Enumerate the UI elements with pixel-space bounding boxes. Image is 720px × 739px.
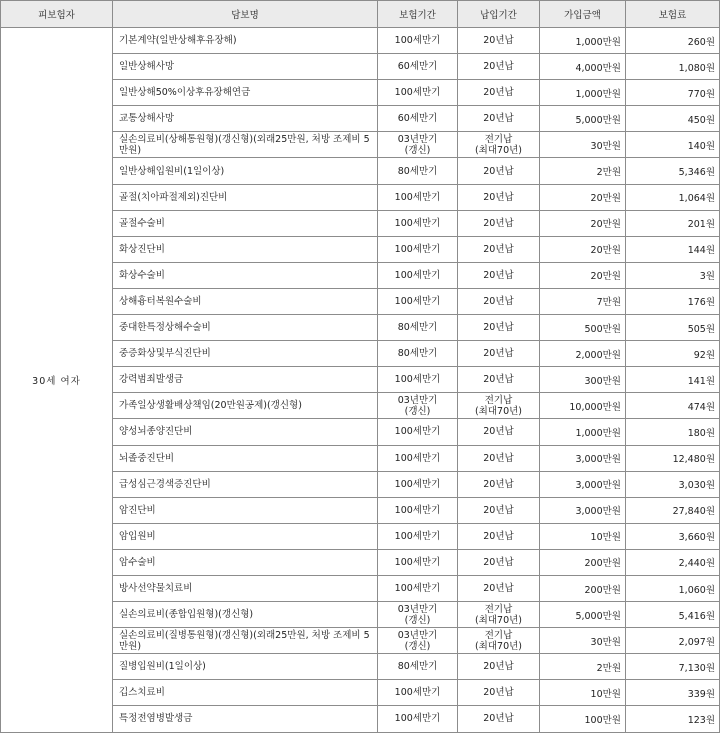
payment-cell [458,575,540,601]
amount-cell: 30만원 [540,628,626,654]
payment-value: 20년납 [483,61,514,73]
payment-value: 20년납 [483,556,514,568]
coverage-cell [113,497,378,523]
payment-cell [458,54,540,80]
table-row [1,28,720,54]
payment-value: 20년납 [483,322,514,334]
coverage-name: 화상수술비 [119,269,165,281]
payment-cell [458,549,540,575]
amount-cell: 7만원 [540,288,626,314]
period-note: (갱신) [404,405,431,417]
premium-cell: 450원 [626,106,720,132]
header-period: 보험기간 [378,1,458,28]
period-value: 100세만기 [394,87,441,99]
coverage-cell [113,132,378,158]
payment-cell [458,288,540,314]
payment-cell [458,341,540,367]
premium-cell: 5,346원 [626,158,720,184]
payment-cell [458,523,540,549]
premium-cell: 180원 [626,419,720,445]
premium-cell: 7,130원 [626,654,720,680]
coverage-name: 특정전염병발생금 [119,713,193,725]
amount-cell: 20만원 [540,262,626,288]
payment-cell [458,80,540,106]
period-note: (갱신) [404,614,431,626]
premium-cell: 5,416원 [626,602,720,628]
coverage-name: 실손의료비(종합입원형)(갱신형) [119,609,254,621]
period-note: (갱신) [404,144,431,156]
period-cell [378,575,458,601]
header-coverage: 담보명 [113,1,378,28]
header-amount: 가입금액 [540,1,626,28]
payment-value: 20년납 [483,713,514,725]
coverage-name: 깁스치료비 [119,687,165,699]
period-value: 100세만기 [394,426,441,438]
period-cell [378,471,458,497]
coverage-cell [113,28,378,54]
amount-cell: 20만원 [540,236,626,262]
premium-cell: 176원 [626,288,720,314]
coverage-name: 강력범죄발생금 [119,374,184,386]
amount-cell: 300만원 [540,367,626,393]
period-value: 100세만기 [394,295,441,307]
payment-cell [458,210,540,236]
premium-cell: 3원 [626,262,720,288]
coverage-name: 암진단비 [119,504,156,516]
coverage-name: 일반상해입원비(1일이상) [119,165,225,177]
premium-cell: 3,030원 [626,471,720,497]
premium-cell: 201원 [626,210,720,236]
payment-value: 20년납 [483,504,514,516]
coverage-name: 실손의료비(상해통원형)(갱신형)(외래25만원, 처방 조제비 5만원) [119,133,370,156]
premium-cell: 1,080원 [626,54,720,80]
period-cell [378,262,458,288]
payment-cell [458,262,540,288]
period-value: 80세만기 [397,661,438,673]
payment-value: 20년납 [483,35,514,47]
premium-cell: 12,480원 [626,445,720,471]
coverage-name: 급성심근경색증진단비 [119,478,211,490]
coverage-cell [113,80,378,106]
payment-cell [458,184,540,210]
period-value: 100세만기 [394,556,441,568]
premium-cell: 1,064원 [626,184,720,210]
period-value: 100세만기 [394,687,441,699]
period-value: 03년만기 [397,133,438,145]
amount-cell: 4,000만원 [540,54,626,80]
coverage-cell [113,315,378,341]
payment-cell [458,236,540,262]
coverage-name: 중증화상및부식진단비 [119,348,211,360]
payment-value: 20년납 [483,191,514,203]
amount-cell: 3,000만원 [540,497,626,523]
premium-cell: 123원 [626,706,720,732]
payment-cell [458,471,540,497]
coverage-cell [113,628,378,654]
amount-cell: 2,000만원 [540,341,626,367]
payment-cell [458,367,540,393]
payment-cell [458,706,540,732]
payment-cell [458,132,540,158]
period-value: 100세만기 [394,504,441,516]
period-cell [378,497,458,523]
period-value: 100세만기 [394,713,441,725]
payment-value: 20년납 [483,478,514,490]
coverage-name: 일반상해사망 [119,61,175,73]
period-value: 100세만기 [394,217,441,229]
coverage-name: 중대한특정상해수술비 [119,322,211,334]
coverage-cell [113,393,378,419]
amount-cell: 1,000만원 [540,419,626,445]
amount-cell: 500만원 [540,315,626,341]
period-cell [378,706,458,732]
period-value: 80세만기 [397,348,438,360]
period-cell [378,210,458,236]
period-cell [378,523,458,549]
insured-cell: 30세 여자 [1,28,113,733]
period-cell [378,236,458,262]
coverage-cell [113,210,378,236]
payment-value: 전기납 [484,133,513,145]
premium-cell: 1,060원 [626,575,720,601]
premium-cell: 2,097원 [626,628,720,654]
period-cell [378,184,458,210]
period-value: 100세만기 [394,530,441,542]
payment-value: 20년납 [483,269,514,281]
amount-cell: 200만원 [540,575,626,601]
header-payment: 납입기간 [458,1,540,28]
coverage-name: 일반상해50%이상후유장해연금 [119,87,251,99]
period-value: 100세만기 [394,191,441,203]
coverage-name: 골절(치아파절제외)진단비 [119,191,228,203]
amount-cell: 1,000만원 [540,80,626,106]
payment-cell [458,445,540,471]
coverage-cell [113,106,378,132]
period-cell [378,445,458,471]
period-value: 100세만기 [394,269,441,281]
coverage-cell [113,288,378,314]
coverage-cell [113,341,378,367]
amount-cell: 10만원 [540,680,626,706]
coverage-name: 실손의료비(질병통원형)(갱신형)(외래25만원, 처방 조제비 5만원) [119,629,370,652]
coverage-cell [113,471,378,497]
period-note: (갱신) [404,640,431,652]
amount-cell: 5,000만원 [540,106,626,132]
premium-cell: 339원 [626,680,720,706]
period-cell [378,315,458,341]
premium-cell: 92원 [626,341,720,367]
period-value: 100세만기 [394,243,441,255]
payment-note: (최대70년) [474,614,523,626]
amount-cell: 10만원 [540,523,626,549]
payment-note: (최대70년) [474,405,523,417]
payment-value: 20년납 [483,217,514,229]
amount-cell: 100만원 [540,706,626,732]
coverage-name: 화상진단비 [119,243,165,255]
premium-cell: 2,440원 [626,549,720,575]
coverage-cell [113,419,378,445]
period-cell [378,28,458,54]
coverage-cell [113,262,378,288]
period-value: 60세만기 [397,113,438,125]
period-value: 80세만기 [397,165,438,177]
premium-cell: 140원 [626,132,720,158]
period-cell [378,367,458,393]
period-cell [378,602,458,628]
payment-cell [458,315,540,341]
coverage-name: 상해흉터복원수술비 [119,295,202,307]
payment-cell [458,628,540,654]
payment-note: (최대70년) [474,144,523,156]
period-cell [378,158,458,184]
payment-value: 20년납 [483,374,514,386]
period-value: 80세만기 [397,322,438,334]
payment-value: 20년납 [483,295,514,307]
premium-cell: 141원 [626,367,720,393]
coverage-name: 가족일상생활배상책임(20만원공제)(갱신형) [119,400,302,412]
payment-value: 20년납 [483,661,514,673]
payment-value: 20년납 [483,348,514,360]
amount-cell: 2만원 [540,158,626,184]
coverage-name: 골절수술비 [119,217,165,229]
coverage-cell [113,445,378,471]
coverage-cell [113,654,378,680]
period-value: 100세만기 [394,374,441,386]
payment-value: 전기납 [484,394,513,406]
period-value: 03년만기 [397,603,438,615]
coverage-name: 양성뇌종양진단비 [119,426,193,438]
coverage-name: 질병입원비(1일이상) [119,661,206,673]
period-value: 03년만기 [397,629,438,641]
period-value: 03년만기 [397,394,438,406]
payment-cell [458,106,540,132]
coverage-cell [113,184,378,210]
premium-cell: 3,660원 [626,523,720,549]
header-row [1,1,720,28]
period-value: 60세만기 [397,61,438,73]
premium-cell: 260원 [626,28,720,54]
period-cell [378,80,458,106]
period-cell [378,628,458,654]
payment-value: 20년납 [483,87,514,99]
payment-cell [458,419,540,445]
period-cell [378,54,458,80]
coverage-cell [113,158,378,184]
payment-value: 20년납 [483,583,514,595]
premium-cell: 770원 [626,80,720,106]
amount-cell: 3,000만원 [540,471,626,497]
amount-cell: 1,000만원 [540,28,626,54]
payment-cell [458,158,540,184]
period-cell [378,288,458,314]
amount-cell: 2만원 [540,654,626,680]
amount-cell: 10,000만원 [540,393,626,419]
period-cell [378,393,458,419]
payment-cell [458,680,540,706]
payment-value: 20년납 [483,426,514,438]
payment-value: 전기납 [484,603,513,615]
coverage-cell [113,54,378,80]
period-cell [378,680,458,706]
amount-cell: 200만원 [540,549,626,575]
coverage-cell [113,602,378,628]
coverage-cell [113,236,378,262]
coverage-name: 뇌졸중진단비 [119,452,175,464]
coverage-cell [113,706,378,732]
payment-note: (최대70년) [474,640,523,652]
coverage-cell [113,575,378,601]
payment-cell [458,28,540,54]
payment-value: 20년납 [483,687,514,699]
coverage-cell [113,549,378,575]
amount-cell: 20만원 [540,210,626,236]
period-cell [378,654,458,680]
period-cell [378,341,458,367]
period-cell [378,419,458,445]
period-cell [378,106,458,132]
payment-value: 전기납 [484,629,513,641]
coverage-cell [113,367,378,393]
header-premium: 보험료 [626,1,720,28]
coverage-cell [113,523,378,549]
payment-value: 20년납 [483,113,514,125]
premium-cell: 474원 [626,393,720,419]
header-insured: 피보험자 [1,1,113,28]
payment-value: 20년납 [483,243,514,255]
period-value: 100세만기 [394,478,441,490]
payment-cell [458,497,540,523]
coverage-name: 암입원비 [119,530,156,542]
amount-cell: 20만원 [540,184,626,210]
premium-cell: 27,840원 [626,497,720,523]
period-value: 100세만기 [394,452,441,464]
premium-cell: 505원 [626,315,720,341]
payment-cell [458,393,540,419]
coverage-name: 암수술비 [119,556,156,568]
payment-value: 20년납 [483,530,514,542]
amount-cell: 30만원 [540,132,626,158]
payment-cell [458,654,540,680]
period-cell [378,549,458,575]
premium-cell: 144원 [626,236,720,262]
amount-cell: 5,000만원 [540,602,626,628]
table-body [1,28,720,733]
period-cell [378,132,458,158]
coverage-name: 교통상해사망 [119,113,175,125]
coverage-name: 방사선약물치료비 [119,583,193,595]
payment-value: 20년납 [483,165,514,177]
coverage-cell [113,680,378,706]
amount-cell: 3,000만원 [540,445,626,471]
period-value: 100세만기 [394,35,441,47]
payment-cell [458,602,540,628]
coverage-name: 기본계약(일반상해후유장해) [119,35,237,47]
period-value: 100세만기 [394,583,441,595]
payment-value: 20년납 [483,452,514,464]
